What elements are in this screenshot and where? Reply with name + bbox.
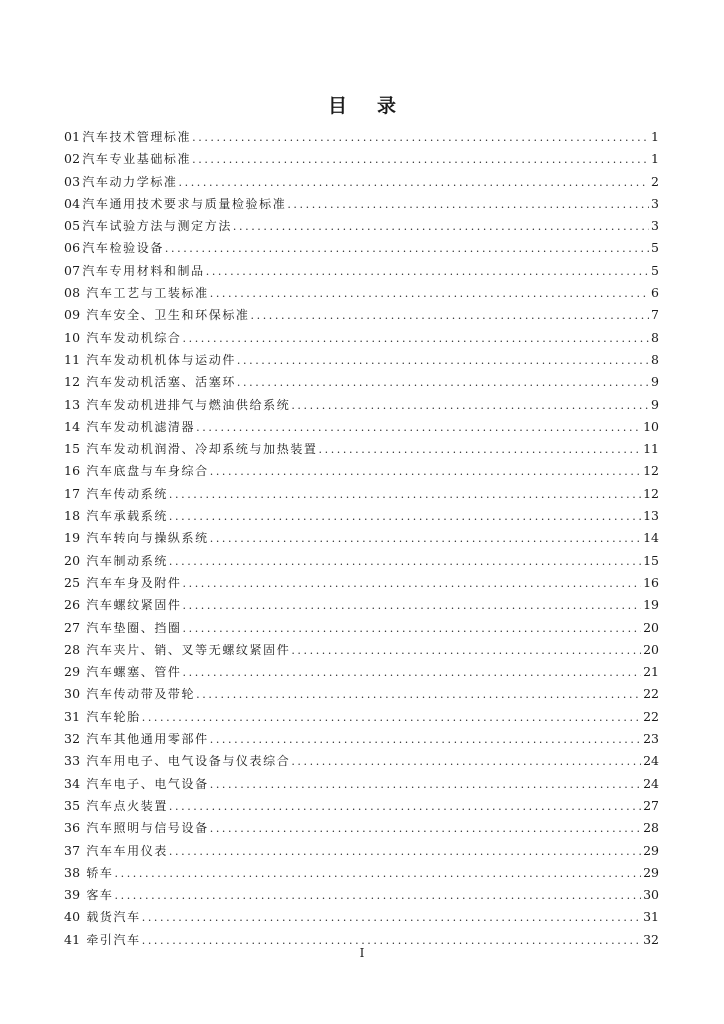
toc-entry-title: 汽车用电子、电气设备与仪表综合 xyxy=(86,754,291,769)
toc-entry-number: 14 xyxy=(64,418,81,434)
toc-dot-leader xyxy=(210,774,641,796)
toc-entry-title: 汽车其他通用零部件 xyxy=(86,732,209,747)
toc-dot-leader xyxy=(169,506,641,528)
toc-dot-leader xyxy=(142,707,641,729)
toc-dot-leader xyxy=(115,863,642,885)
toc-entry-number: 19 xyxy=(64,530,81,546)
toc-entry-title: 轿车 xyxy=(86,865,114,880)
toc-dot-leader xyxy=(237,372,649,394)
toc-entry-title: 汽车螺纹紧固件 xyxy=(86,598,182,613)
toc-entry-title: 汽车底盘与车身综合 xyxy=(86,464,209,479)
toc-dot-leader xyxy=(169,551,641,573)
toc-dot-leader xyxy=(183,573,642,595)
toc-entry[interactable] xyxy=(64,237,659,259)
toc-entry-title: 汽车动力学标准 xyxy=(82,174,178,189)
toc-entry-page: 10 xyxy=(643,418,659,434)
toc-entry-number: 26 xyxy=(64,597,81,613)
toc-entry-page: 22 xyxy=(643,708,659,724)
toc-entry-title: 汽车试验方法与测定方法 xyxy=(82,219,232,234)
toc-dot-leader xyxy=(210,283,649,305)
toc-entry[interactable] xyxy=(64,215,659,237)
toc-entry-page: 19 xyxy=(643,597,659,613)
toc-entry-page: 8 xyxy=(651,351,659,367)
toc-entry[interactable] xyxy=(64,416,659,438)
toc-entry-page: 14 xyxy=(643,530,659,546)
toc-entry-title: 汽车安全、卫生和环保标准 xyxy=(86,308,250,323)
toc-entry-page: 28 xyxy=(643,820,659,836)
toc-entry-page: 20 xyxy=(643,619,659,635)
toc-dot-leader xyxy=(206,261,649,283)
toc-entry-page: 29 xyxy=(643,864,659,880)
toc-entry-title: 客车 xyxy=(86,888,114,903)
toc-dot-leader xyxy=(183,618,642,640)
toc-entry-number: 27 xyxy=(64,619,81,635)
toc-entry-number: 30 xyxy=(64,686,81,702)
toc-entry-number: 06 xyxy=(64,240,81,256)
toc-entry-page: 22 xyxy=(643,686,659,702)
toc-dot-leader xyxy=(142,907,641,929)
toc-entry-title: 汽车传动带及带轮 xyxy=(86,687,196,702)
toc-entry[interactable] xyxy=(64,438,659,460)
toc-entry-number: 10 xyxy=(64,329,81,345)
toc-entry[interactable] xyxy=(64,260,659,282)
toc-entry[interactable] xyxy=(64,884,659,906)
toc-entry-number: 12 xyxy=(64,374,81,390)
toc-entry[interactable] xyxy=(64,572,659,594)
toc-entry-title: 汽车发动机进排气与燃油供给系统 xyxy=(86,397,291,412)
toc-dot-leader xyxy=(169,796,641,818)
toc-entry-number: 17 xyxy=(64,485,81,501)
toc-entry-title: 汽车照明与信号设备 xyxy=(86,821,209,836)
toc-entry[interactable] xyxy=(64,349,659,371)
toc-entry-page: 5 xyxy=(651,262,659,278)
toc-entry[interactable] xyxy=(64,371,659,393)
toc-dot-leader xyxy=(210,729,641,751)
toc-entry[interactable] xyxy=(64,193,659,215)
toc-entry[interactable] xyxy=(64,505,659,527)
toc-dot-leader xyxy=(115,885,642,907)
toc-entry-number: 34 xyxy=(64,775,81,791)
toc-entry-title: 汽车发动机活塞、活塞环 xyxy=(86,375,236,390)
toc-entry[interactable] xyxy=(64,661,659,683)
toc-entry-number: 01 xyxy=(64,129,81,144)
toc-entry-number: 41 xyxy=(64,931,81,947)
toc-entry-page: 15 xyxy=(643,552,659,568)
toc-entry[interactable] xyxy=(64,327,659,349)
toc-entry-title: 汽车轮胎 xyxy=(86,709,141,724)
toc-dot-leader xyxy=(192,127,649,149)
toc-dot-leader xyxy=(291,640,641,662)
toc-entry[interactable] xyxy=(64,394,659,416)
toc-entry[interactable] xyxy=(64,126,659,148)
toc-entry-page: 27 xyxy=(643,797,659,813)
toc-entry-number: 04 xyxy=(64,195,81,211)
toc-entry-page: 16 xyxy=(643,574,659,590)
toc-entry-page: 24 xyxy=(643,775,659,791)
toc-entry-number: 16 xyxy=(64,463,81,479)
toc-entry-page: 5 xyxy=(651,240,659,256)
toc-entry-title: 汽车垫圈、挡圈 xyxy=(86,620,182,635)
toc-entry-page: 1 xyxy=(651,129,659,144)
title-char-right: 录 xyxy=(377,95,397,117)
toc-entry-title: 汽车电子、电气设备 xyxy=(86,776,209,791)
toc-dot-leader xyxy=(196,684,641,706)
toc-entry[interactable] xyxy=(64,862,659,884)
toc-entry-number: 25 xyxy=(64,574,81,590)
toc-entry-title: 汽车通用技术要求与质量检验标准 xyxy=(82,196,287,211)
toc-entry-page: 31 xyxy=(643,909,659,925)
toc-entry-number: 08 xyxy=(64,285,81,301)
toc-entry-number: 11 xyxy=(64,351,81,367)
toc-dot-leader xyxy=(210,528,641,550)
page-title xyxy=(0,93,724,119)
toc-entry-title: 汽车发动机滤清器 xyxy=(86,419,196,434)
toc-entry-title: 汽车技术管理标准 xyxy=(82,130,192,144)
toc-entry-title: 汽车制动系统 xyxy=(86,553,168,568)
toc-entry[interactable] xyxy=(64,594,659,616)
toc-entry-page: 3 xyxy=(651,218,659,234)
toc-entry[interactable] xyxy=(64,840,659,862)
toc-entry[interactable] xyxy=(64,639,659,661)
table-of-contents xyxy=(64,126,659,951)
toc-entry-page: 9 xyxy=(651,374,659,390)
toc-entry-number: 35 xyxy=(64,797,81,813)
toc-dot-leader xyxy=(291,395,649,417)
toc-entry[interactable] xyxy=(64,550,659,572)
toc-dot-leader xyxy=(165,238,649,260)
toc-entry-title: 汽车承载系统 xyxy=(86,509,168,524)
toc-entry[interactable] xyxy=(64,304,659,326)
toc-entry-page: 21 xyxy=(643,664,659,680)
toc-entry-page: 11 xyxy=(643,441,659,457)
toc-entry[interactable] xyxy=(64,460,659,482)
toc-entry-page: 24 xyxy=(643,753,659,769)
toc-entry-title: 汽车专用材料和制品 xyxy=(82,263,205,278)
toc-entry-title: 载货汽车 xyxy=(86,910,141,925)
toc-entry-number: 13 xyxy=(64,396,81,412)
toc-entry[interactable] xyxy=(64,773,659,795)
toc-entry-page: 7 xyxy=(651,307,659,323)
toc-entry-page: 8 xyxy=(651,329,659,345)
toc-entry-title: 汽车转向与操纵系统 xyxy=(86,531,209,546)
toc-entry-number: 07 xyxy=(64,262,81,278)
toc-entry-number: 36 xyxy=(64,820,81,836)
toc-entry-number: 18 xyxy=(64,508,81,524)
toc-entry-title: 汽车专业基础标准 xyxy=(82,152,192,167)
toc-entry-title: 汽车工艺与工装标准 xyxy=(86,286,209,301)
toc-entry-page: 32 xyxy=(643,931,659,947)
toc-entry-page: 9 xyxy=(651,396,659,412)
toc-dot-leader xyxy=(210,818,641,840)
toc-dot-leader xyxy=(237,350,649,372)
toc-entry-title: 汽车发动机润滑、冷却系统与加热装置 xyxy=(86,442,318,457)
toc-entry-number: 40 xyxy=(64,909,81,925)
toc-entry-number: 15 xyxy=(64,441,81,457)
toc-entry-number: 09 xyxy=(64,307,81,323)
toc-entry-number: 39 xyxy=(64,887,81,903)
toc-entry[interactable] xyxy=(64,728,659,750)
toc-entry-title: 汽车点火装置 xyxy=(86,798,168,813)
toc-entry-number: 29 xyxy=(64,664,81,680)
toc-entry-number: 20 xyxy=(64,552,81,568)
toc-dot-leader xyxy=(196,417,641,439)
toc-entry-number: 32 xyxy=(64,731,81,747)
toc-entry[interactable] xyxy=(64,148,659,170)
toc-entry-page: 20 xyxy=(643,641,659,657)
toc-entry-number: 37 xyxy=(64,842,81,858)
toc-entry-title: 汽车车身及附件 xyxy=(86,575,182,590)
toc-dot-leader xyxy=(169,841,641,863)
toc-dot-leader xyxy=(233,216,649,238)
toc-entry[interactable] xyxy=(64,795,659,817)
toc-dot-leader xyxy=(192,149,649,171)
toc-dot-leader xyxy=(179,172,649,194)
toc-entry[interactable] xyxy=(64,483,659,505)
toc-dot-leader xyxy=(291,751,641,773)
toc-entry-number: 38 xyxy=(64,864,81,880)
toc-entry-page: 6 xyxy=(651,285,659,301)
toc-entry[interactable] xyxy=(64,683,659,705)
toc-entry[interactable] xyxy=(64,906,659,928)
toc-entry-page: 12 xyxy=(643,463,659,479)
toc-entry-number: 03 xyxy=(64,173,81,189)
toc-entry-title: 汽车发动机机体与运动件 xyxy=(86,352,236,367)
toc-dot-leader xyxy=(169,484,641,506)
toc-entry-page: 2 xyxy=(651,173,659,189)
toc-entry[interactable] xyxy=(64,617,659,639)
toc-entry-page: 30 xyxy=(643,887,659,903)
toc-entry-number: 31 xyxy=(64,708,81,724)
toc-entry-title: 牵引汽车 xyxy=(86,932,141,947)
toc-entry-page: 12 xyxy=(643,485,659,501)
toc-dot-leader xyxy=(251,305,649,327)
toc-entry-page: 3 xyxy=(651,195,659,211)
toc-entry-title: 汽车螺塞、管件 xyxy=(86,665,182,680)
toc-entry[interactable] xyxy=(64,527,659,549)
toc-dot-leader xyxy=(210,461,641,483)
toc-entry-title: 汽车发动机综合 xyxy=(86,330,182,345)
toc-entry-page: 29 xyxy=(643,842,659,858)
toc-entry[interactable] xyxy=(64,817,659,839)
toc-dot-leader xyxy=(183,595,642,617)
toc-entry[interactable] xyxy=(64,706,659,728)
toc-entry-title: 汽车夹片、销、叉等无螺纹紧固件 xyxy=(86,642,291,657)
toc-entry-number: 02 xyxy=(64,151,81,167)
toc-dot-leader xyxy=(183,662,642,684)
toc-entry-title: 汽车车用仪表 xyxy=(86,843,168,858)
toc-dot-leader xyxy=(319,439,642,461)
toc-dot-leader xyxy=(183,328,649,350)
toc-entry[interactable] xyxy=(64,282,659,304)
toc-entry-page: 13 xyxy=(643,508,659,524)
title-char-left: 目 xyxy=(327,95,347,117)
toc-dot-leader xyxy=(287,194,649,216)
toc-entry-number: 05 xyxy=(64,218,81,234)
toc-entry[interactable] xyxy=(64,171,659,193)
toc-entry[interactable] xyxy=(64,750,659,772)
page-number: I xyxy=(359,946,365,960)
toc-entry-page: 23 xyxy=(643,731,659,747)
toc-entry-page: 1 xyxy=(651,151,659,167)
toc-entry-title: 汽车检验设备 xyxy=(82,241,164,256)
toc-entry-number: 33 xyxy=(64,753,81,769)
toc-entry-number: 28 xyxy=(64,641,81,657)
toc-entry-title: 汽车传动系统 xyxy=(86,486,168,501)
